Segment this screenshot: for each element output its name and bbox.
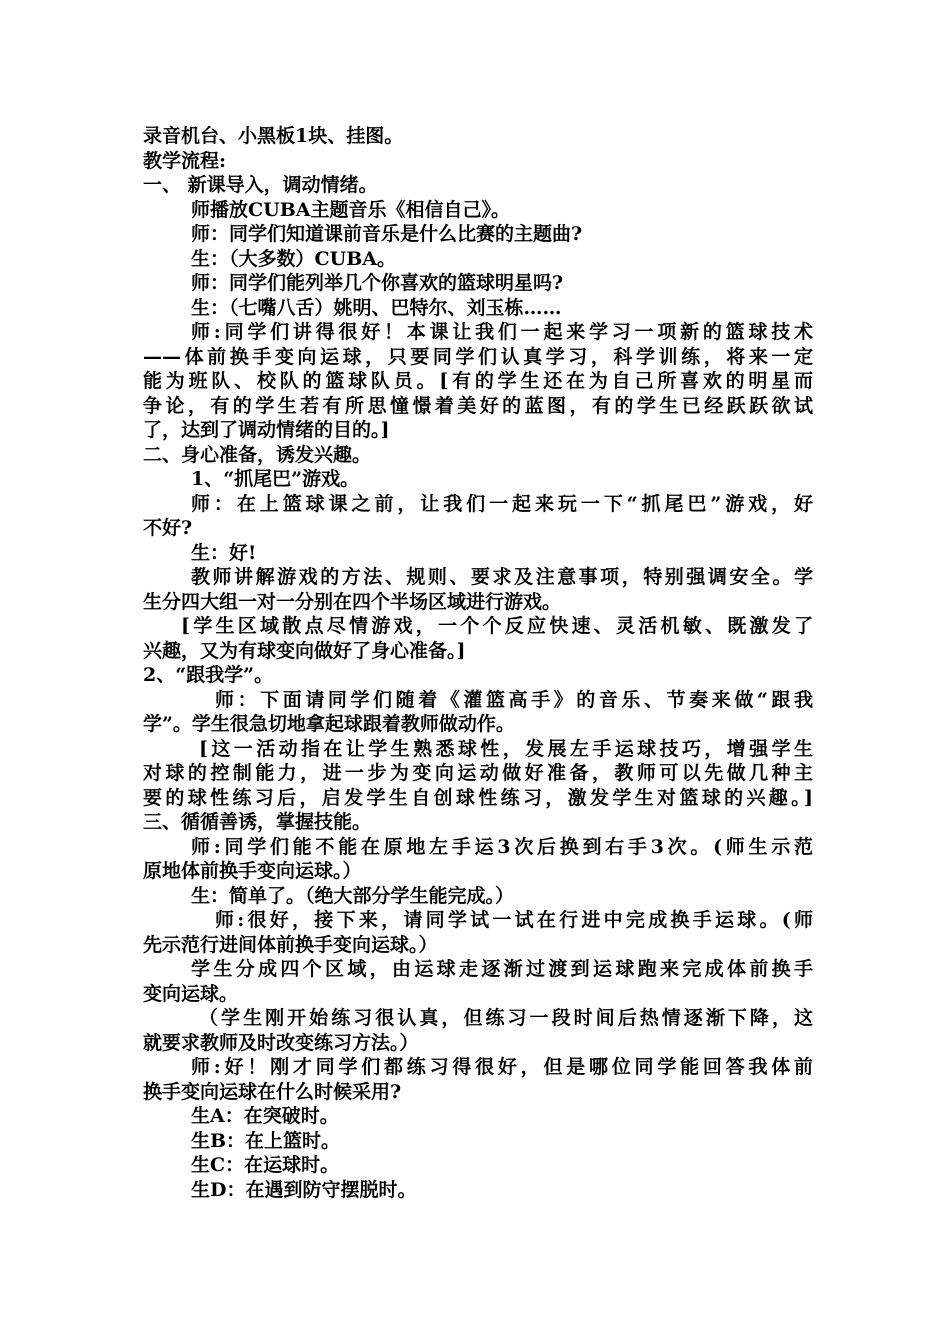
annotation-line: （学生刚开始练习很认真，但练习一段时间后热情逐渐下降，这 (199, 1007, 813, 1029)
dialogue-line: 生：（大多数）CUBA。 (191, 247, 396, 270)
text-line: 变向运球。 (143, 982, 239, 1005)
annotation-line: 要的球性练习后，启发学生自创球性练习，激发学生对篮球的兴趣。] (143, 786, 813, 809)
text-line: 先示范行进间体前换手变向运球。） (143, 933, 438, 956)
subheading-follow-me: 2、“跟我学”。 (143, 664, 274, 686)
text-line: 师播放CUBA主题音乐《相信自己》。 (191, 198, 510, 221)
text-line: 能为班队、校队的篮球队员。[有的学生还在为自己所喜欢的明星而 (143, 370, 813, 392)
text-line: 原地体前换手变向运球。） (143, 860, 362, 882)
text-line: 学生分成四个区域，由运球走逐渐过渡到运球跑来完成体前换手 (191, 958, 813, 980)
dialogue-line: 生：好! (191, 541, 257, 564)
dialogue-line: 生：（七嘴八舌）姚明、巴特尔、刘玉栋…… (191, 296, 562, 319)
dialogue-line: 师:同学们讲得很好！本课让我们一起来学习一项新的篮球技术 (191, 321, 813, 343)
dialogue-line: 师：在上篮球课之前，让我们一起来玩一下“抓尾巴”游戏，好 (191, 492, 813, 515)
annotation-line: 就要求教师及时改变练习方法。） (143, 1031, 419, 1054)
dialogue-line: 生：简单了。（绝大部分学生能完成。） (191, 884, 515, 907)
annotation-line: 对球的控制能力，进一步为变向运动做好准备，教师可以先做几种主 (143, 762, 813, 784)
section-heading-1: 一、 新课导入，调动情绪。 (143, 174, 378, 196)
text-line: 生分四大组一对一分别在四个半场区域进行游戏。 (143, 590, 562, 613)
dialogue-line: 师：同学们能列举几个你喜欢的篮球明星吗? (191, 272, 564, 294)
text-line: 学”。学生很急切地拿起球跟着教师做动作。 (143, 713, 515, 735)
dialogue-line: 师：同学们知道课前音乐是什么比赛的主题曲? (191, 223, 583, 245)
text-line: 换手变向运球在什么时候采用? (143, 1080, 402, 1103)
dialogue-line: 师：下面请同学们随着《灌篮高手》的音乐、节奏来做“跟我 (215, 688, 813, 711)
section-heading-3: 三、循循善诱，掌握技能。 (143, 811, 372, 833)
answer-line: 生A：在突破时。 (191, 1105, 339, 1127)
dialogue-line: 师:同学们能不能在原地左手运3次后换到右手3次。(师生示范 (191, 835, 813, 858)
section-heading-2: 二、身心准备，诱发兴趣。 (143, 443, 372, 466)
dialogue-line: 师:好！刚才同学们都练习得很好，但是哪位同学能回答我体前 (191, 1056, 813, 1078)
answer-line: 生B：在上篮时。 (191, 1129, 341, 1152)
text-line: ——体前换手变向运球，只要同学们认真学习，科学训练，将来一定 (143, 345, 813, 368)
subheading-game: 1、“抓尾巴”游戏。 (191, 468, 360, 490)
annotation-line: 兴趣，又为有球变向做好了身心准备。] (143, 639, 466, 662)
text-line: 教师讲解游戏的方法、规则、要求及注意事项，特别强调安全。学 (191, 566, 813, 588)
text-line: 录音机台、小黑板1块、挂图。 (143, 125, 404, 147)
dialogue-line: 师:很好，接下来，请同学试一试在行进中完成换手运球。(师 (215, 909, 813, 931)
annotation-line: [学生区域散点尽情游戏，一个个反应快速、灵活机敏、既激发了 (181, 615, 813, 637)
annotation-line: [这一活动指在让学生熟悉球性，发展左手运球技巧，增强学生 (199, 737, 813, 760)
answer-line: 生D：在遇到防守摆脱时。 (191, 1178, 417, 1201)
document-body (143, 124, 813, 1202)
text-line: 争论，有的学生若有所思憧憬着美好的蓝图，有的学生已经跃跃欲试 (143, 394, 813, 417)
section-heading-flow: 教学流程: (143, 149, 227, 172)
answer-line: 生C：在运球时。 (191, 1154, 340, 1176)
text-line: 了，达到了调动情绪的目的。] (143, 419, 390, 441)
text-line: 不好? (143, 517, 193, 539)
